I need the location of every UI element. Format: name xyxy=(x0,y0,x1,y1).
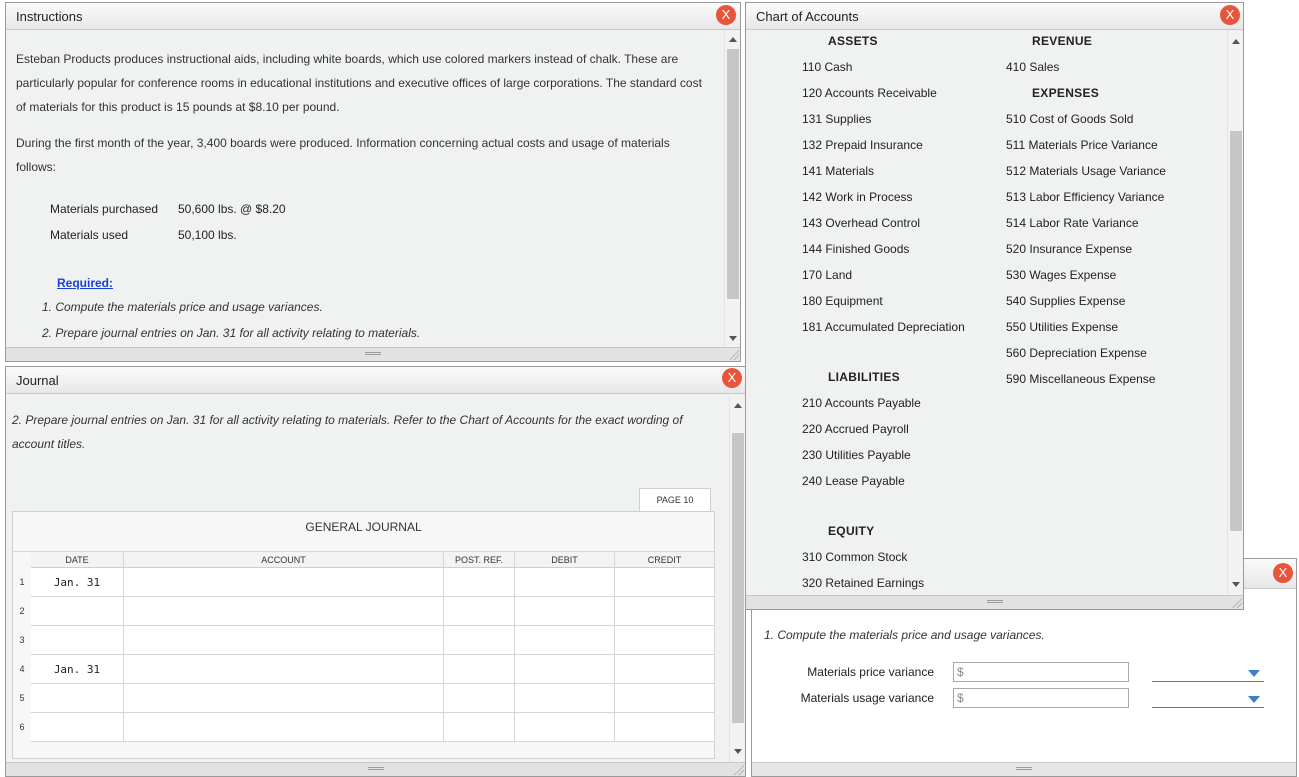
postref-cell[interactable] xyxy=(444,597,515,626)
text-line: follows: xyxy=(16,160,57,174)
text-line: of materials for this product is 15 pounds at $8.10 per pound. xyxy=(16,100,340,114)
page-tab[interactable]: PAGE 10 xyxy=(639,488,711,512)
account-section-heading: EQUITY xyxy=(828,524,875,538)
postref-cell[interactable] xyxy=(444,684,515,713)
debit-cell[interactable] xyxy=(515,713,615,742)
general-journal-table xyxy=(12,511,715,759)
variance-heading: 1. Compute the materials price and usage variances. xyxy=(764,628,1045,642)
account-section-heading: REVENUE xyxy=(1032,34,1093,48)
required-link-label[interactable]: Required: xyxy=(57,276,114,290)
row-number: 6 xyxy=(19,722,25,732)
account-item: 143 Overhead Control xyxy=(802,216,921,230)
credit-cell[interactable] xyxy=(615,713,715,742)
row-number: 3 xyxy=(19,635,25,645)
account-item: 514 Labor Rate Variance xyxy=(1006,216,1139,230)
debit-cell[interactable] xyxy=(515,684,615,713)
account-item: 510 Cost of Goods Sold xyxy=(1006,112,1134,126)
grip-icon xyxy=(368,767,384,770)
row-number: 5 xyxy=(19,693,25,703)
usage-variance-input[interactable]: $ xyxy=(953,688,1129,708)
debit-cell[interactable] xyxy=(515,655,615,684)
account-item: 132 Prepaid Insurance xyxy=(802,138,923,152)
debit-cell[interactable] xyxy=(515,568,615,597)
table-row xyxy=(13,713,716,742)
table-row xyxy=(13,626,716,655)
table-row xyxy=(13,568,716,597)
journal-instruction xyxy=(12,408,712,456)
credit-cell[interactable] xyxy=(615,655,715,684)
instructions-close-icon[interactable]: X xyxy=(716,5,736,25)
col-postref-header: POST. REF. xyxy=(444,552,515,568)
account-item: 590 Miscellaneous Expense xyxy=(1006,372,1156,386)
scroll-down-icon[interactable] xyxy=(729,336,737,341)
account-item: 110 Cash xyxy=(802,60,853,74)
coa-title: Chart of Accounts xyxy=(756,9,859,24)
scroll-up-icon[interactable] xyxy=(1232,39,1240,44)
account-item: 210 Accounts Payable xyxy=(802,396,921,410)
grip-icon xyxy=(987,600,1003,603)
data-label-used: Materials used xyxy=(50,228,129,242)
scroll-up-icon[interactable] xyxy=(729,37,737,42)
row-number: 1 xyxy=(19,577,25,587)
chevron-down-icon xyxy=(1248,696,1260,703)
account-item: 513 Labor Efficiency Variance xyxy=(1006,190,1165,204)
journal-close-icon[interactable]: X xyxy=(722,368,742,388)
journal-scrollbar[interactable] xyxy=(729,395,745,762)
journal-window xyxy=(5,366,746,777)
variance-close-icon[interactable]: X xyxy=(1273,563,1293,583)
text-line: 2. Prepare journal entries on Jan. 31 for all activity relating to materials. Refer to the Chart of Accounts for the exact wording of xyxy=(12,413,683,427)
required-item-1: 1. Compute the materials price and usage variances. xyxy=(42,300,323,314)
debit-cell[interactable] xyxy=(515,626,615,655)
required-item-2: 2. Prepare journal entries on Jan. 31 for all activity relating to materials. xyxy=(42,326,421,340)
account-item: 230 Utilities Payable xyxy=(802,448,911,462)
text-line: Esteban Products produces instructional aids, including white boards, which use colored markers instead of chalk. These are xyxy=(16,52,679,66)
account-item: 240 Lease Payable xyxy=(802,474,905,488)
scroll-thumb[interactable] xyxy=(1230,131,1242,531)
account-item: 181 Accumulated Depreciation xyxy=(802,320,965,334)
resize-corner-icon[interactable] xyxy=(729,350,739,360)
table-row xyxy=(13,597,716,626)
postref-cell[interactable] xyxy=(444,626,515,655)
col-debit-header: DEBIT xyxy=(515,552,615,568)
account-item: 180 Equipment xyxy=(802,294,883,308)
grip-icon xyxy=(1016,767,1032,770)
text-line: particularly popular for conference rooms in educational institutions and executive offices of large corporations. The standard cost xyxy=(16,76,702,90)
date-cell[interactable] xyxy=(31,713,124,742)
journal-titlebar[interactable] xyxy=(6,367,745,394)
account-item: 410 Sales xyxy=(1006,60,1060,74)
account-section-heading: EXPENSES xyxy=(1032,86,1100,100)
coa-close-icon[interactable]: X xyxy=(1220,5,1240,25)
resize-corner-icon[interactable] xyxy=(734,765,744,775)
account-cell[interactable] xyxy=(124,597,444,626)
col-credit-header: CREDIT xyxy=(615,552,715,568)
resize-corner-icon[interactable] xyxy=(1232,598,1242,608)
account-item: 520 Insurance Expense xyxy=(1006,242,1133,256)
table-row xyxy=(13,684,716,713)
col-account-header: ACCOUNT xyxy=(124,552,444,568)
account-item: 310 Common Stock xyxy=(802,550,908,564)
scroll-down-icon[interactable] xyxy=(1232,582,1240,587)
account-item: 530 Wages Expense xyxy=(1006,268,1117,282)
postref-cell[interactable] xyxy=(444,713,515,742)
credit-cell[interactable] xyxy=(615,684,715,713)
coa-titlebar[interactable] xyxy=(746,3,1243,30)
account-cell[interactable] xyxy=(124,684,444,713)
table-row xyxy=(13,655,716,684)
variance-resize-bar[interactable] xyxy=(752,762,1296,776)
instructions-title: Instructions xyxy=(16,9,83,24)
credit-cell[interactable] xyxy=(615,626,715,655)
scroll-down-icon[interactable] xyxy=(734,749,742,754)
account-cell[interactable] xyxy=(124,568,444,597)
instructions-body xyxy=(6,31,724,347)
postref-cell[interactable] xyxy=(444,568,515,597)
account-item: 550 Utilities Expense xyxy=(1006,320,1119,334)
account-item: 144 Finished Goods xyxy=(802,242,910,256)
account-item: 142 Work in Process xyxy=(802,190,913,204)
text-line: During the first month of the year, 3,400 boards were produced. Information concerning actual costs and usage of materials xyxy=(16,136,670,150)
journal-header-row xyxy=(13,552,716,568)
account-item: 170 Land xyxy=(802,268,853,282)
instructions-paragraph-2 xyxy=(16,131,706,179)
required-link[interactable] xyxy=(57,274,113,292)
postref-cell[interactable] xyxy=(444,655,515,684)
account-item: 220 Accrued Payroll xyxy=(802,422,909,436)
date-cell[interactable] xyxy=(31,597,124,626)
col-date-header: DATE xyxy=(31,552,124,568)
credit-cell[interactable] xyxy=(615,568,715,597)
instructions-window xyxy=(5,2,741,362)
account-item: 512 Materials Usage Variance xyxy=(1006,164,1166,178)
price-variance-input[interactable]: $ xyxy=(953,662,1129,682)
data-label-purchased: Materials purchased xyxy=(50,202,159,216)
chevron-down-icon xyxy=(1248,670,1260,677)
journal-title: Journal xyxy=(16,373,59,388)
debit-cell[interactable] xyxy=(515,597,615,626)
journal-resize-bar[interactable] xyxy=(6,762,745,776)
usage-variance-label: Materials usage variance xyxy=(800,691,934,705)
price-variance-dropdown[interactable] xyxy=(1152,662,1264,682)
text-line: account titles. xyxy=(12,437,86,451)
data-value-purchased: 50,600 lbs. @ $8.20 xyxy=(178,202,286,216)
scroll-thumb[interactable] xyxy=(727,49,739,299)
coa-resize-bar[interactable] xyxy=(746,595,1243,609)
account-item: 511 Materials Price Variance xyxy=(1006,138,1158,152)
account-item: 120 Accounts Receivable xyxy=(802,86,937,100)
account-section-heading: LIABILITIES xyxy=(828,370,900,384)
usage-variance-dropdown[interactable] xyxy=(1152,688,1264,708)
account-section-heading: ASSETS xyxy=(828,34,878,48)
data-value-used: 50,100 lbs. xyxy=(178,228,237,242)
date-cell[interactable] xyxy=(31,684,124,713)
account-item: 131 Supplies xyxy=(802,112,872,126)
date-cell[interactable] xyxy=(31,626,124,655)
scroll-thumb[interactable] xyxy=(732,433,744,723)
credit-cell[interactable] xyxy=(615,597,715,626)
grip-icon xyxy=(365,352,381,355)
journal-table-title: GENERAL JOURNAL xyxy=(13,512,714,552)
account-cell[interactable] xyxy=(124,626,444,655)
account-item: 560 Depreciation Expense xyxy=(1006,346,1147,360)
date-cell[interactable]: Jan. 31 xyxy=(31,568,124,597)
account-item: 320 Retained Earnings xyxy=(802,576,925,590)
price-variance-label: Materials price variance xyxy=(807,665,934,679)
account-item: 141 Materials xyxy=(802,164,875,178)
row-number: 2 xyxy=(19,606,25,616)
instructions-paragraph-1 xyxy=(16,47,706,119)
instructions-titlebar[interactable] xyxy=(6,3,740,30)
account-cell[interactable] xyxy=(124,655,444,684)
row-number: 4 xyxy=(19,664,25,674)
coa-scrollbar[interactable] xyxy=(1227,31,1243,595)
chart-of-accounts-window xyxy=(745,2,1244,610)
account-cell[interactable] xyxy=(124,713,444,742)
scroll-up-icon[interactable] xyxy=(734,403,742,408)
account-item: 540 Supplies Expense xyxy=(1006,294,1126,308)
instructions-resize-bar[interactable] xyxy=(6,347,740,361)
instructions-scrollbar[interactable] xyxy=(724,31,740,347)
date-cell[interactable]: Jan. 31 xyxy=(31,655,124,684)
